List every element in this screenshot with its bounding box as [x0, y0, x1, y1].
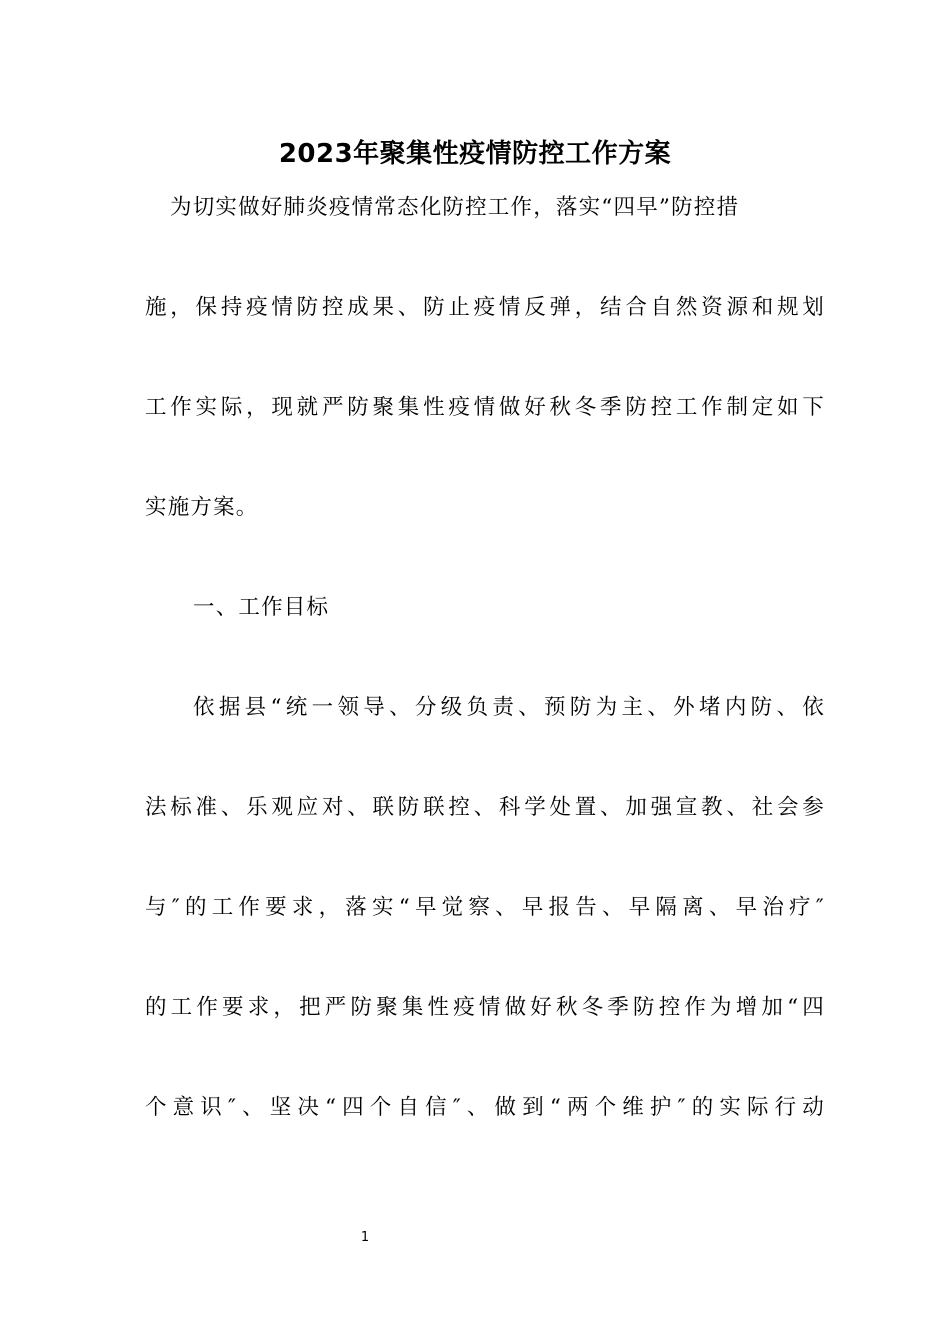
paragraph-line: 个意识″、坚决“四个自信″、做到“两个维护″的实际行动 [145, 1095, 825, 1120]
paragraph-line: 的工作要求，把严防聚集性疫情做好秋冬季防控作为增加“四 [145, 995, 825, 1020]
paragraph-line: 实施方案。 [145, 495, 259, 520]
paragraph-line: 为切实做好肺炎疫情常态化防控工作，落实“四早”防控措 [170, 195, 740, 220]
paragraph-line: 法标准、乐观应对、联防联控、科学处置、加强宣教、社会参 [145, 795, 825, 820]
paragraph-line: 施，保持疫情防控成果、防止疫情反弹，结合自然资源和规划 [145, 295, 825, 320]
document-title: 2023年聚集性疫情防控工作方案 [278, 139, 672, 169]
paragraph-line: 工作实际，现就严防聚集性疫情做好秋冬季防控工作制定如下 [145, 395, 825, 420]
paragraph-line: 依据县“统一领导、分级负责、预防为主、外堵内防、依 [193, 695, 825, 720]
section-heading: 一、工作目标 [193, 595, 330, 620]
paragraph-line: 与″的工作要求，落实“早觉察、早报告、早隔离、早治疗″ [145, 895, 825, 920]
page-number: 1 [360, 1230, 370, 1245]
